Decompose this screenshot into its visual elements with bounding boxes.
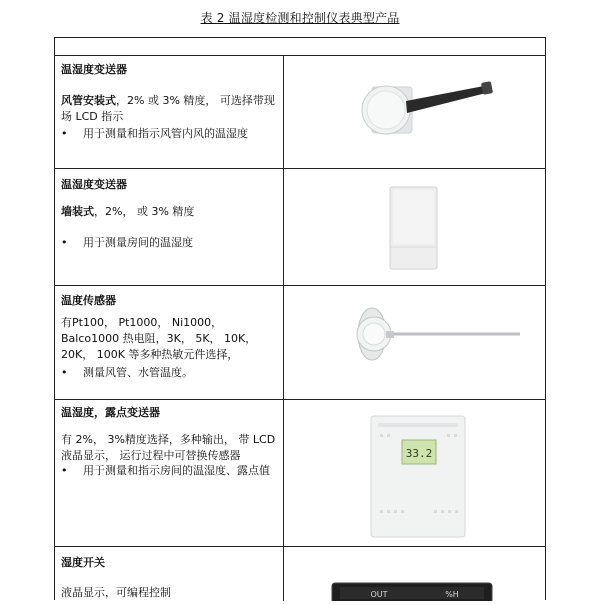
- table-caption: 表 2 温湿度检测和控制仪表典型产品: [200, 11, 400, 25]
- product-description: 风管安装式，2% 或 3% 精度， 可选择带现场 LCD 指示: [61, 94, 275, 123]
- list-item: • 用于测量房间的温湿度: [61, 236, 193, 249]
- product-title: 温湿度变送器: [61, 178, 127, 191]
- image-cell: [284, 169, 545, 285]
- text-cell: [55, 400, 284, 546]
- humidity-switch-image: [284, 547, 544, 601]
- product-description: 液晶显示，可编程控制: [61, 586, 171, 599]
- list-item: • 用于测量和指示风管内风的温湿度: [61, 127, 248, 140]
- panel-label-out: OUT: [370, 590, 388, 599]
- product-description: 有 2%， 3%精度选择，多种输出， 带 LCD 液晶显示， 运行过程中可替换传感器: [61, 433, 276, 462]
- wall-transmitter-image: [284, 169, 544, 285]
- image-cell: [284, 55, 545, 168]
- text-cell: [55, 169, 284, 285]
- lcd-readout: 33.2: [405, 447, 433, 460]
- list-item: • 用于测量和指示房间的温湿度、露点值: [61, 464, 270, 477]
- image-cell: [284, 286, 545, 399]
- product-description: 墙装式，2%， 或 3% 精度: [61, 205, 195, 218]
- text-cell: [55, 286, 284, 399]
- table-header-row: [55, 38, 545, 56]
- table-row: [55, 55, 545, 169]
- dewpoint-transmitter-image: [284, 400, 544, 546]
- text-cell: [55, 55, 284, 168]
- product-title: 温湿度，露点变送器: [61, 406, 160, 419]
- table-row: [55, 286, 545, 400]
- image-cell: [284, 547, 545, 601]
- product-title: 温度传感器: [61, 294, 116, 307]
- temperature-probe-image: [284, 286, 544, 398]
- table-row: [55, 400, 545, 547]
- table-row: [55, 169, 545, 286]
- table-row: [55, 547, 545, 601]
- product-title: 湿度开关: [61, 556, 105, 569]
- panel-label-humidity: %H: [445, 590, 459, 599]
- duct-transmitter-image: [284, 55, 544, 167]
- image-cell: [284, 400, 545, 546]
- product-table: [54, 37, 546, 600]
- list-item: • 测量风管、水管温度。: [61, 366, 193, 379]
- text-cell: [55, 547, 284, 601]
- product-title: 温湿度变送器: [61, 63, 127, 76]
- product-description: 有Pt100， Pt1000， Ni1000， Balco1000 热电阻，3K， 5K， 10K， 20K， 100K 等多种热敏元件选择，: [61, 316, 257, 361]
